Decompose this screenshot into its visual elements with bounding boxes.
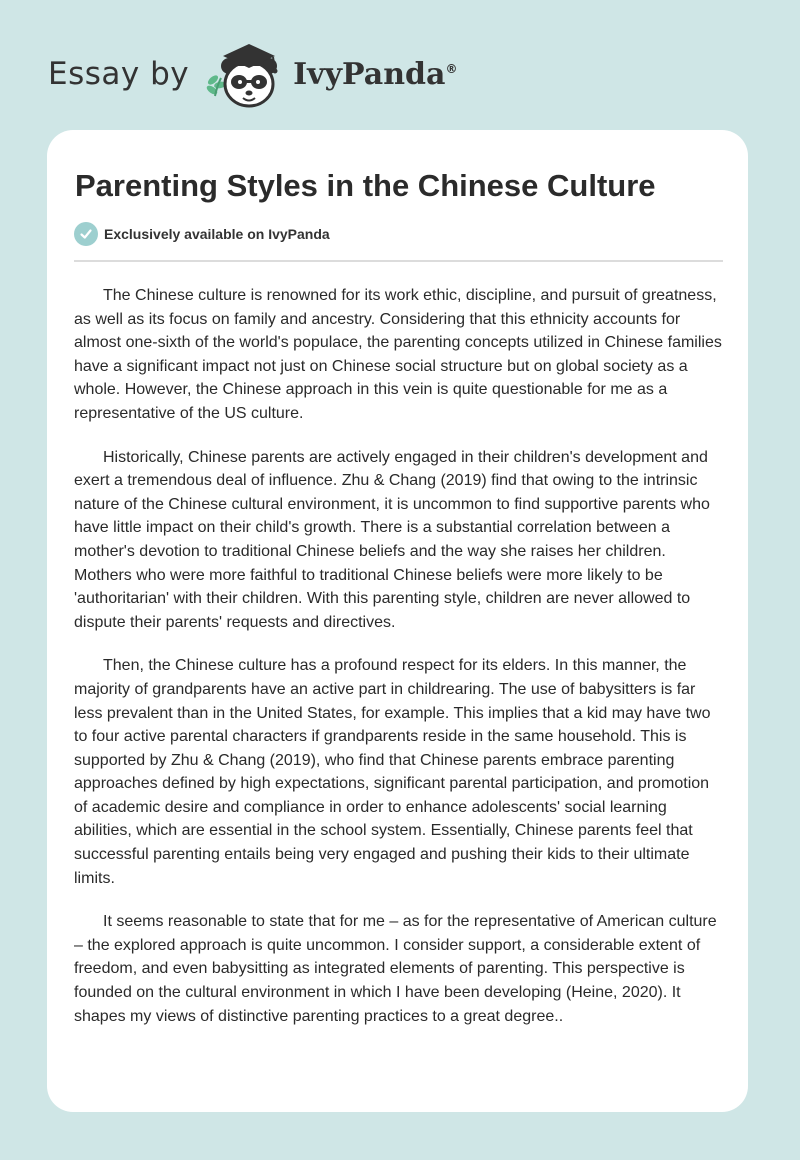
essay-body: [74, 284, 726, 1048]
exclusive-badge: [74, 222, 330, 246]
paragraph: It seems reasonable to state that for me – as for the representative of American culture – the explored approach is quite uncommon. I consider support, a considerable extent of freedom, and even babysitting as integrated elements of parenting. This perspective is founded on the cultural environment in which I have been developing (Heine, 2020). It shapes my views of distinctive parenting practices to a great degree..: [74, 913, 717, 1025]
paragraph: Then, the Chinese culture has a profound respect for its elders. In this manner, the majority of grandparents have an active part in childrearing. The use of babysitters is far less prevalent than in the United States, for example. This implies that a kid may have two to four active parental characters if grandparents reside in the same household. This is supported by Zhu & Chang (2019), who find that Chinese parents embrace parenting approaches defined by high expectations, significant parental participation, and promotion of academic desire and compliance in order to enhance adolescents' social learning abilities, which are essential in the school system. Essentially, Chinese parents feel that successful parenting entails being very engaged and pushing their kids to their ultimate limits.: [74, 657, 711, 887]
divider: [74, 260, 723, 262]
ivypanda-logo-icon[interactable]: [203, 36, 289, 112]
paragraph: The Chinese culture is renowned for its work ethic, discipline, and pursuit of greatness, as well as its focus on family and ancestry. Considering that this ethnicity accounts for almost one-sixth of the world's populace, the parenting concepts utilized in Chinese families have a significant impact not just on Chinese social structure but on global society as a whole. However, the Chinese approach in this vein is quite questionable for me as a representative of the US culture.: [74, 287, 722, 422]
check-icon: [74, 222, 98, 246]
essay-by-label: Essay by: [48, 56, 190, 92]
badge-label: Exclusively available on IvyPanda: [104, 226, 330, 242]
page-title: Parenting Styles in the Chinese Culture: [75, 168, 656, 203]
registered-mark: ®: [445, 61, 458, 76]
brand-name[interactable]: IvyPanda®: [293, 56, 458, 92]
paragraph: Historically, Chinese parents are actively engaged in their children's development and exert a tremendous deal of influence. Zhu & Chang (2019) find that owing to the intrinsic nature of the Chinese cultural environment, it is uncommon to find supportive parents who have little impact on their child's growth. There is a substantial correlation between a mother's devotion to traditional Chinese beliefs and the way she raises her children. Mothers who were more faithful to traditional Chinese beliefs were more likely to be 'authoritarian' with their children. With this parenting style, children are never allowed to dispute their parents' requests and directives.: [74, 448, 710, 631]
essay-card: [47, 130, 748, 1112]
site-header: [48, 34, 528, 114]
